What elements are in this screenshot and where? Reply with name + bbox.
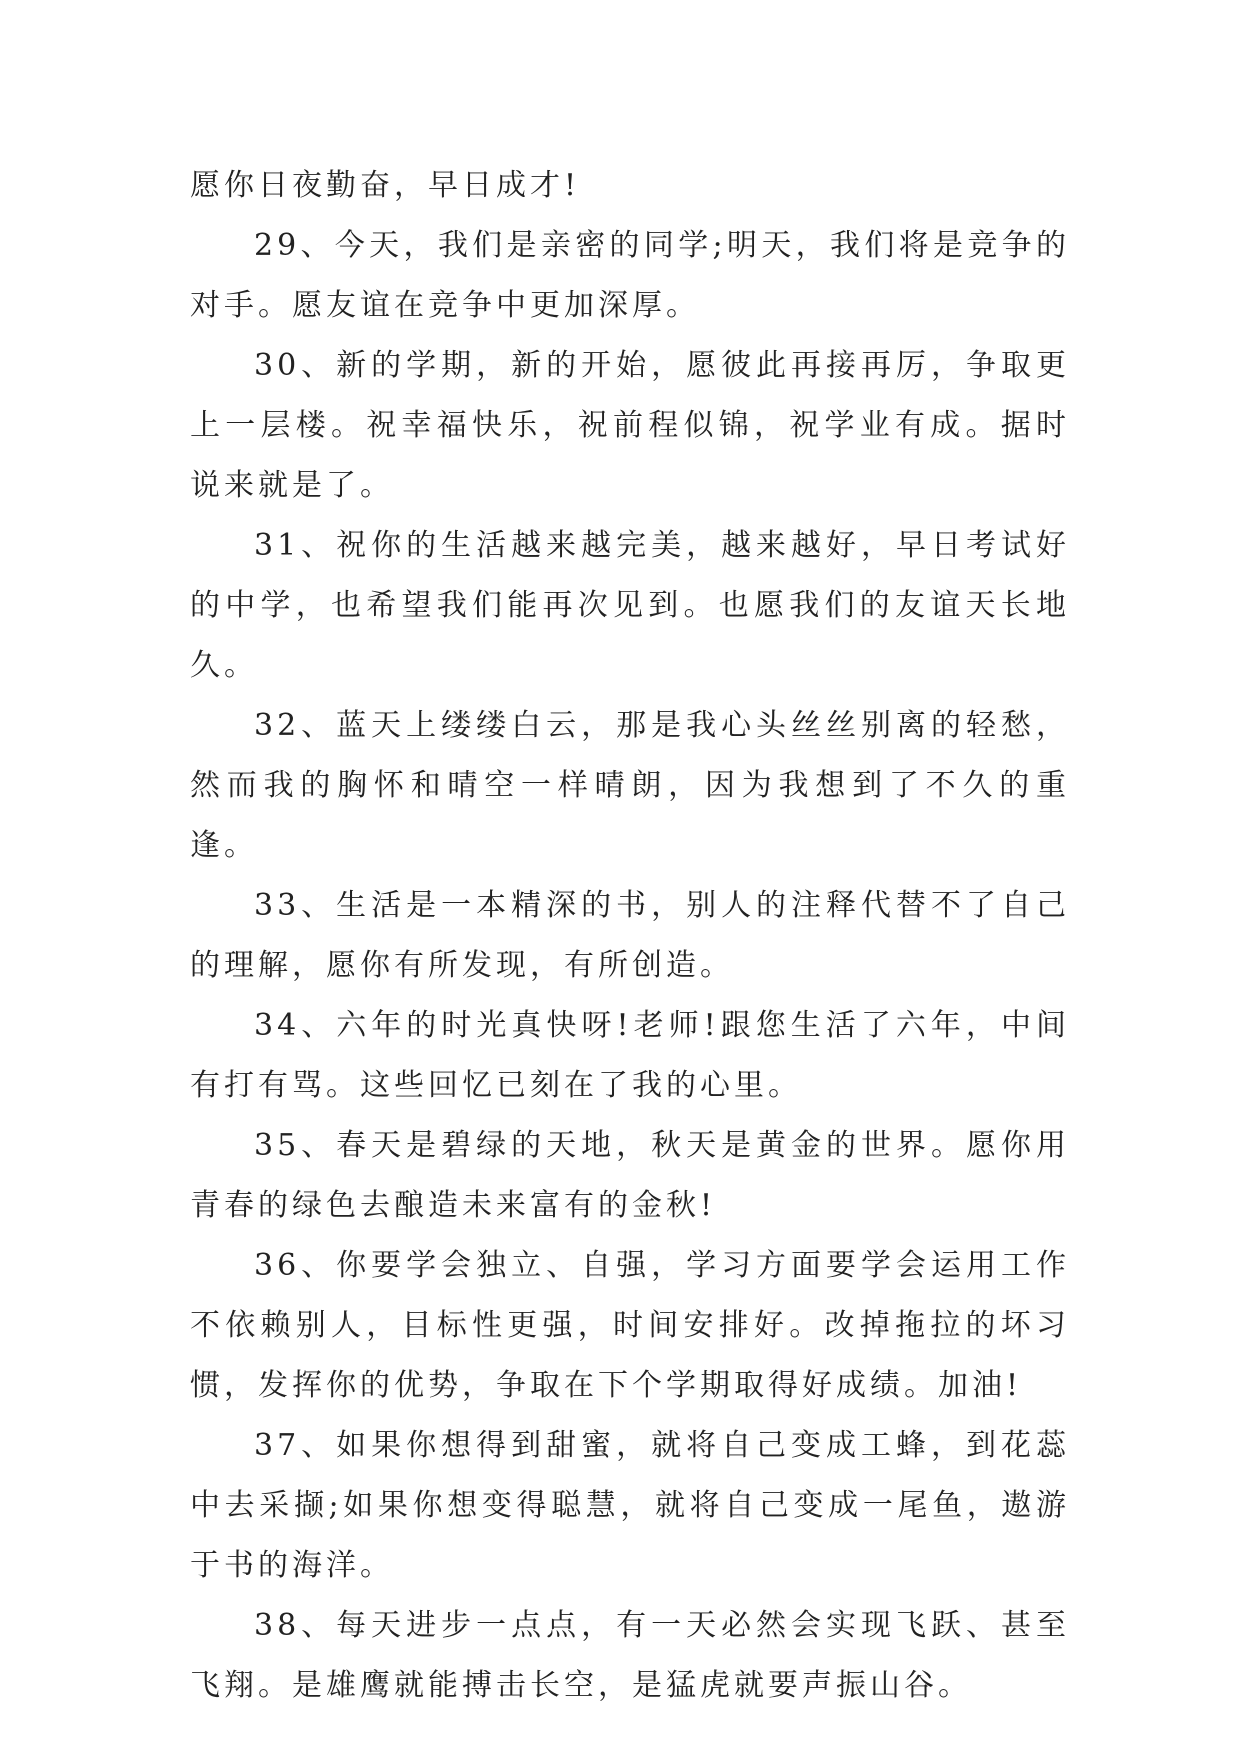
paragraph-36: 36、你要学会独立、自强，学习方面要学会运用工作不依赖别人，目标性更强，时间安排好。改掉拖拉的坏习惯，发挥你的优势，争取在下个学期取得好成绩。加油! — [190, 1248, 1070, 1403]
paragraph-33: 33、生活是一本精深的书，别人的注释代替不了自己的理解，愿你有所发现，有所创造。 — [190, 888, 1070, 983]
document-body — [190, 156, 1070, 1716]
paragraph-37: 37、如果你想得到甜蜜，就将自己变成工蜂，到花蕊中去采撷;如果你想变得聪慧，就将自己变成一尾鱼，遨游于书的海洋。 — [190, 1428, 1070, 1583]
paragraph-31: 31、祝你的生活越来越完美，越来越好，早日考试好的中学，也希望我们能再次见到。也愿我们的友谊天长地久。 — [190, 528, 1070, 683]
paragraph-38: 38、每天进步一点点，有一天必然会实现飞跃、甚至飞翔。是雄鹰就能搏击长空，是猛虎就要声振山谷。 — [190, 1608, 1070, 1703]
paragraph-continuation: 愿你日夜勤奋，早日成才! — [190, 168, 581, 203]
paragraph-29: 29、今天，我们是亲密的同学;明天，我们将是竞争的对手。愿友谊在竞争中更加深厚。 — [190, 228, 1070, 323]
paragraph-32: 32、蓝天上缕缕白云，那是我心头丝丝别离的轻愁，然而我的胸怀和晴空一样晴朗，因为我想到了不久的重逢。 — [190, 708, 1070, 863]
paragraph-30: 30、新的学期，新的开始，愿彼此再接再厉，争取更上一层楼。祝幸福快乐，祝前程似锦，祝学业有成。据时说来就是了。 — [190, 348, 1070, 503]
paragraph-35: 35、春天是碧绿的天地，秋天是黄金的世界。愿你用青春的绿色去酿造未来富有的金秋! — [190, 1128, 1070, 1223]
paragraph-34: 34、六年的时光真快呀!老师!跟您生活了六年，中间有打有骂。这些回忆已刻在了我的心里。 — [190, 1008, 1070, 1103]
